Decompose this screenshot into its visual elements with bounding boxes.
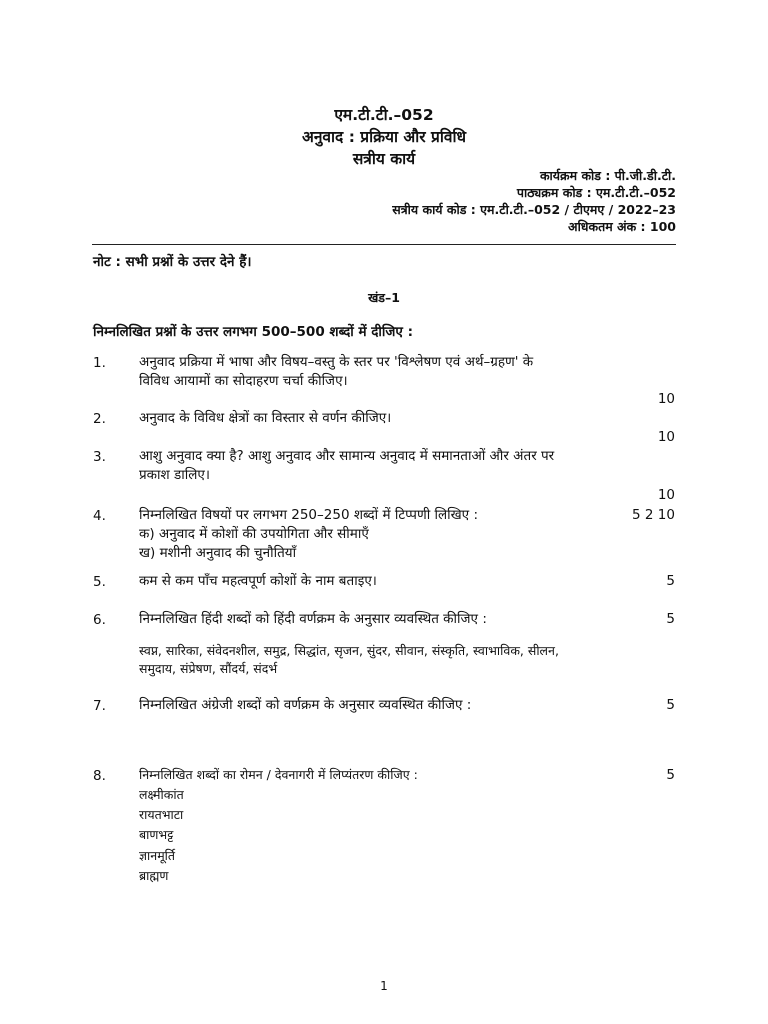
question-number: 8. — [93, 768, 106, 784]
question-text-continued: विविध आयामों का सोदाहरण चर्चा कीजिए। — [139, 373, 348, 389]
question-marks: 5 — [666, 767, 675, 783]
course-title-heading: अनुवाद : प्रक्रिया और प्रविधि — [301, 128, 467, 146]
transliteration-word: ब्राह्मण — [139, 868, 169, 883]
question-marks: 5 — [666, 573, 675, 589]
question-marks: 5 — [666, 611, 675, 627]
question-marks: 10 — [657, 429, 675, 445]
sub-question-b: ख) मशीनी अनुवाद की चुनौतियाँ — [139, 545, 297, 561]
divider — [92, 244, 676, 245]
question-number: 4. — [93, 508, 106, 524]
transliteration-word: लक्ष्मीकांत — [139, 787, 184, 802]
question-marks: 10 — [657, 487, 675, 503]
question-text-continued: प्रकाश डालिए। — [139, 467, 210, 483]
section-instruction: निम्नलिखित प्रश्नों के उत्तर लगभग 500–500 शब्दों में दीजिए : — [93, 324, 413, 340]
question-text: अनुवाद प्रक्रिया में भाषा और विषय–वस्तु के स्तर पर 'विश्लेषण एवं अर्थ–ग्रहण' के — [139, 354, 534, 370]
sub-question-a: क) अनुवाद में कोशों की उपयोगिता और सीमाएँ — [139, 526, 369, 542]
question-marks: 5 2 10 — [632, 507, 675, 523]
transliteration-word: रायतभाटा — [139, 807, 184, 822]
question-text: निम्नलिखित हिंदी शब्दों को हिंदी वर्णक्रम के अनुसार व्यवस्थित कीजिए : — [139, 611, 487, 627]
question-number: 3. — [93, 449, 106, 465]
note: नोट : सभी प्रश्नों के उत्तर देने हैं। — [93, 254, 252, 270]
question-marks: 10 — [657, 391, 675, 407]
word-list: स्वप्न, सारिका, संवेदनशील, समुद्र, सिद्धांत, सृजन, सुंदर, सीवान, संस्कृति, स्वाभाविक, सीलन, — [139, 643, 559, 658]
question-text: निम्नलिखित विषयों पर लगभग 250–250 शब्दों में टिप्पणी लिखिए : — [139, 507, 478, 523]
section-title: खंड–1 — [368, 290, 400, 305]
question-marks: 5 — [666, 697, 675, 713]
course-code-heading: एम.टी.टी.–052 — [334, 106, 434, 124]
question-number: 1. — [93, 355, 106, 371]
question-text: निम्नलिखित अंग्रेजी शब्दों को वर्णक्रम के अनुसार व्यवस्थित कीजिए : — [139, 697, 472, 713]
transliteration-word: ज्ञानमूर्ति — [139, 848, 176, 863]
max-marks: अधिकतम अंक : 100 — [568, 219, 676, 234]
word-list-continued: समुदाय, संप्रेषण, सौंदर्य, संदर्भ — [139, 661, 278, 676]
page-number: 1 — [380, 979, 388, 993]
question-text: आशु अनुवाद क्या है? आशु अनुवाद और सामान्य अनुवाद में समानताओं और अंतर पर — [139, 448, 555, 464]
question-number: 5. — [93, 574, 106, 590]
question-number: 6. — [93, 612, 106, 628]
assignment-code: सत्रीय कार्य कोड : एम.टी.टी.–052 / टीएमए / 2022–23 — [392, 202, 676, 217]
question-number: 7. — [93, 698, 106, 714]
question-text: अनुवाद के विविध क्षेत्रों का विस्तार से वर्णन कीजिए। — [139, 410, 392, 426]
course-code-line: पाठ्यक्रम कोड : एम.टी.टी.–052 — [516, 185, 676, 200]
question-text: कम से कम पाँच महत्वपूर्ण कोशों के नाम बताइए। — [139, 573, 377, 589]
transliteration-word: बाणभट्ट — [139, 827, 174, 842]
programme-code: कार्यक्रम कोड : पी.जी.डी.टी. — [539, 168, 676, 183]
doc-type-heading: सत्रीय कार्य — [352, 150, 416, 168]
question-number: 2. — [93, 411, 106, 427]
question-text: निम्नलिखित शब्दों का रोमन / देवनागरी में लिप्यंतरण कीजिए : — [139, 767, 418, 782]
